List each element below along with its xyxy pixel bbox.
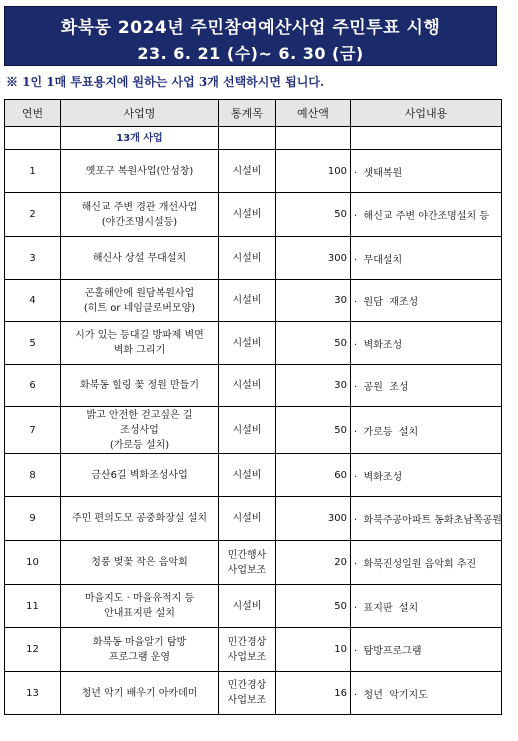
budget-category — [219, 237, 276, 280]
budget-category — [219, 454, 276, 497]
row-number: 2 — [5, 193, 61, 237]
project-name — [61, 585, 219, 628]
project-name — [61, 280, 219, 322]
project-count: 13개 사업 — [61, 127, 219, 150]
budget-category-line: 시설비 — [232, 513, 262, 524]
budget-amount: 10 — [276, 628, 351, 672]
budget-category-line: 시설비 — [232, 424, 262, 436]
budget-amount: 50 — [276, 193, 351, 237]
project-description-text: · 샛태복원 — [354, 168, 402, 179]
project-name-line: 안내표지판 설치 — [104, 608, 175, 619]
budget-category — [219, 193, 276, 237]
budget-category-line: 시설비 — [232, 469, 262, 481]
budget-amount: 50 — [276, 407, 351, 454]
subheader-budget-cell — [276, 127, 351, 150]
project-description-text: · 가로등 설치 — [354, 427, 418, 438]
table-row — [5, 672, 502, 715]
project-description-text: · 화북진성일원 음악회 추진 — [354, 559, 476, 570]
project-description-text: · 공원 조성 — [354, 382, 409, 393]
budget-category — [219, 541, 276, 585]
budget-category — [219, 407, 276, 454]
row-number: 1 — [5, 150, 61, 193]
header-no: 연번 — [5, 100, 61, 127]
budget-amount: 300 — [276, 497, 351, 541]
row-number: 3 — [5, 237, 61, 280]
budget-amount: 300 — [276, 237, 351, 280]
table-row — [5, 280, 502, 322]
project-name-line: 조성사업 — [120, 424, 159, 436]
header-budget: 예산액 — [276, 100, 351, 127]
table-row — [5, 365, 502, 407]
table-row — [5, 541, 502, 585]
row-number: 10 — [5, 541, 61, 585]
project-description — [351, 365, 502, 407]
project-name — [61, 497, 219, 541]
project-name-line: 프로그램 운영 — [108, 651, 171, 663]
project-description — [351, 150, 502, 193]
budget-category — [219, 280, 276, 322]
table-row — [5, 628, 502, 672]
project-name — [61, 322, 219, 365]
row-number: 7 — [5, 407, 61, 454]
budget-category — [219, 365, 276, 407]
project-name-line: 금산6길 벽화조성사업 — [91, 469, 188, 481]
budget-amount: 60 — [276, 454, 351, 497]
project-name-line: 청년 악기 배우기 아카데미 — [81, 687, 198, 699]
table-row — [5, 150, 502, 193]
project-description — [351, 585, 502, 628]
row-number: 9 — [5, 497, 61, 541]
project-description — [351, 280, 502, 322]
voting-notice: ※ 1인 1매 투표용지에 원하는 사업 3개 선택하시면 됩니다. — [6, 75, 325, 89]
subheader-no-cell — [5, 127, 61, 150]
row-number: 5 — [5, 322, 61, 365]
project-description-text: · 화북주공아파트 동화초남쪽공원 — [354, 515, 502, 526]
row-number: 6 — [5, 365, 61, 407]
project-description — [351, 672, 502, 715]
budget-category-line: 시설비 — [232, 252, 262, 264]
project-description — [351, 193, 502, 237]
row-number: 12 — [5, 628, 61, 672]
budget-category-line: 시설비 — [232, 165, 262, 177]
project-name-line: (가로등 설치) — [109, 439, 170, 451]
header-name: 사업명 — [61, 100, 219, 127]
project-name-line: (히트 or 네임클로버모양) — [83, 302, 196, 314]
project-name — [61, 365, 219, 407]
project-name-line: 벽화 그리기 — [113, 345, 166, 356]
project-name — [61, 541, 219, 585]
table-row — [5, 322, 502, 365]
project-table — [4, 99, 502, 715]
table-row — [5, 454, 502, 497]
project-name-line: 해신사 상설 무대설치 — [92, 252, 187, 264]
project-description — [351, 237, 502, 280]
table-row — [5, 193, 502, 237]
budget-category-line: 시설비 — [232, 600, 262, 612]
budget-category-line: 민간행사 — [227, 549, 267, 561]
budget-category-line: 시설비 — [232, 295, 262, 306]
table-header-row — [5, 100, 502, 127]
banner-period: 23. 6. 21 (수)~ 6. 30 (금) — [137, 44, 364, 63]
row-number: 11 — [5, 585, 61, 628]
budget-amount: 100 — [276, 150, 351, 193]
subheader-row — [5, 127, 502, 150]
project-name-line: 해신교 주변 경관 개선사업 — [81, 201, 198, 213]
project-description-text: · 벽화조성 — [354, 472, 402, 483]
header-desc: 사업내용 — [351, 100, 502, 127]
table-row — [5, 585, 502, 628]
budget-amount: 20 — [276, 541, 351, 585]
project-description — [351, 541, 502, 585]
subheader-desc-cell — [351, 127, 502, 150]
budget-amount: 50 — [276, 322, 351, 365]
project-description-text: · 해신교 주변 야간조명설치 등 — [354, 211, 489, 222]
banner-title: 화북동 2024년 주민참여예산사업 주민투표 시행 — [60, 18, 441, 38]
table-row — [5, 407, 502, 454]
project-name — [61, 150, 219, 193]
project-name — [61, 454, 219, 497]
project-description — [351, 454, 502, 497]
project-description — [351, 497, 502, 541]
project-name-line: 밝고 안전한 걷고싶은 길 — [86, 409, 193, 421]
budget-category — [219, 628, 276, 672]
project-description-text: · 벽화조성 — [354, 340, 402, 351]
project-name-line: 화북동 마을알기 탐방 — [92, 636, 187, 648]
project-description-text: · 무대설치 — [354, 255, 402, 266]
budget-category — [219, 322, 276, 365]
project-name-line: 옛포구 복원사업(안성창) — [85, 165, 194, 177]
project-description-text: · 원담 재조성 — [354, 297, 418, 308]
budget-amount: 30 — [276, 365, 351, 407]
budget-category-line: 민간경상 — [227, 636, 267, 648]
row-number: 13 — [5, 672, 61, 715]
project-name-line: 시가 있는 등대길 방파제 벽면 — [75, 330, 204, 341]
project-description-text: · 청년 악기지도 — [354, 690, 428, 701]
project-description — [351, 322, 502, 365]
title-banner — [4, 6, 497, 66]
budget-category-line: 시설비 — [232, 380, 262, 391]
budget-category — [219, 497, 276, 541]
project-description-text: · 탐방프로그램 — [354, 646, 422, 657]
budget-category — [219, 672, 276, 715]
project-name-line: 곤홀해안에 원담복원사업 — [84, 287, 195, 299]
project-name-line: 주민 편의도모 공중화장실 설치 — [71, 513, 208, 524]
budget-category — [219, 150, 276, 193]
subheader-category-cell — [219, 127, 276, 150]
budget-category-line: 사업보조 — [227, 651, 267, 663]
table-row — [5, 497, 502, 541]
budget-category-line: 민간경상 — [227, 680, 267, 691]
budget-category-line: 사업보조 — [227, 695, 267, 706]
project-description — [351, 628, 502, 672]
header-category: 통계목 — [219, 100, 276, 127]
budget-amount: 16 — [276, 672, 351, 715]
table-row — [5, 237, 502, 280]
project-name — [61, 193, 219, 237]
row-number: 4 — [5, 280, 61, 322]
budget-category-line: 사업보조 — [227, 564, 267, 576]
row-number: 8 — [5, 454, 61, 497]
project-name — [61, 237, 219, 280]
project-name — [61, 407, 219, 454]
project-name — [61, 672, 219, 715]
budget-amount: 30 — [276, 280, 351, 322]
project-name-line: 청풍 벚꽃 작은 음악회 — [91, 557, 188, 568]
budget-category — [219, 585, 276, 628]
budget-amount: 50 — [276, 585, 351, 628]
project-description — [351, 407, 502, 454]
budget-category-line: 시설비 — [232, 209, 262, 220]
project-description-text: · 표지판 설치 — [354, 603, 418, 614]
budget-category-line: 시설비 — [232, 337, 262, 349]
project-name — [61, 628, 219, 672]
project-name-line: (야간조명시설등) — [101, 216, 178, 228]
project-name-line: 화북동 힐링 꽃 정원 만들기 — [80, 380, 199, 391]
project-name-line: 마을지도 · 마을유적지 등 — [84, 593, 195, 604]
